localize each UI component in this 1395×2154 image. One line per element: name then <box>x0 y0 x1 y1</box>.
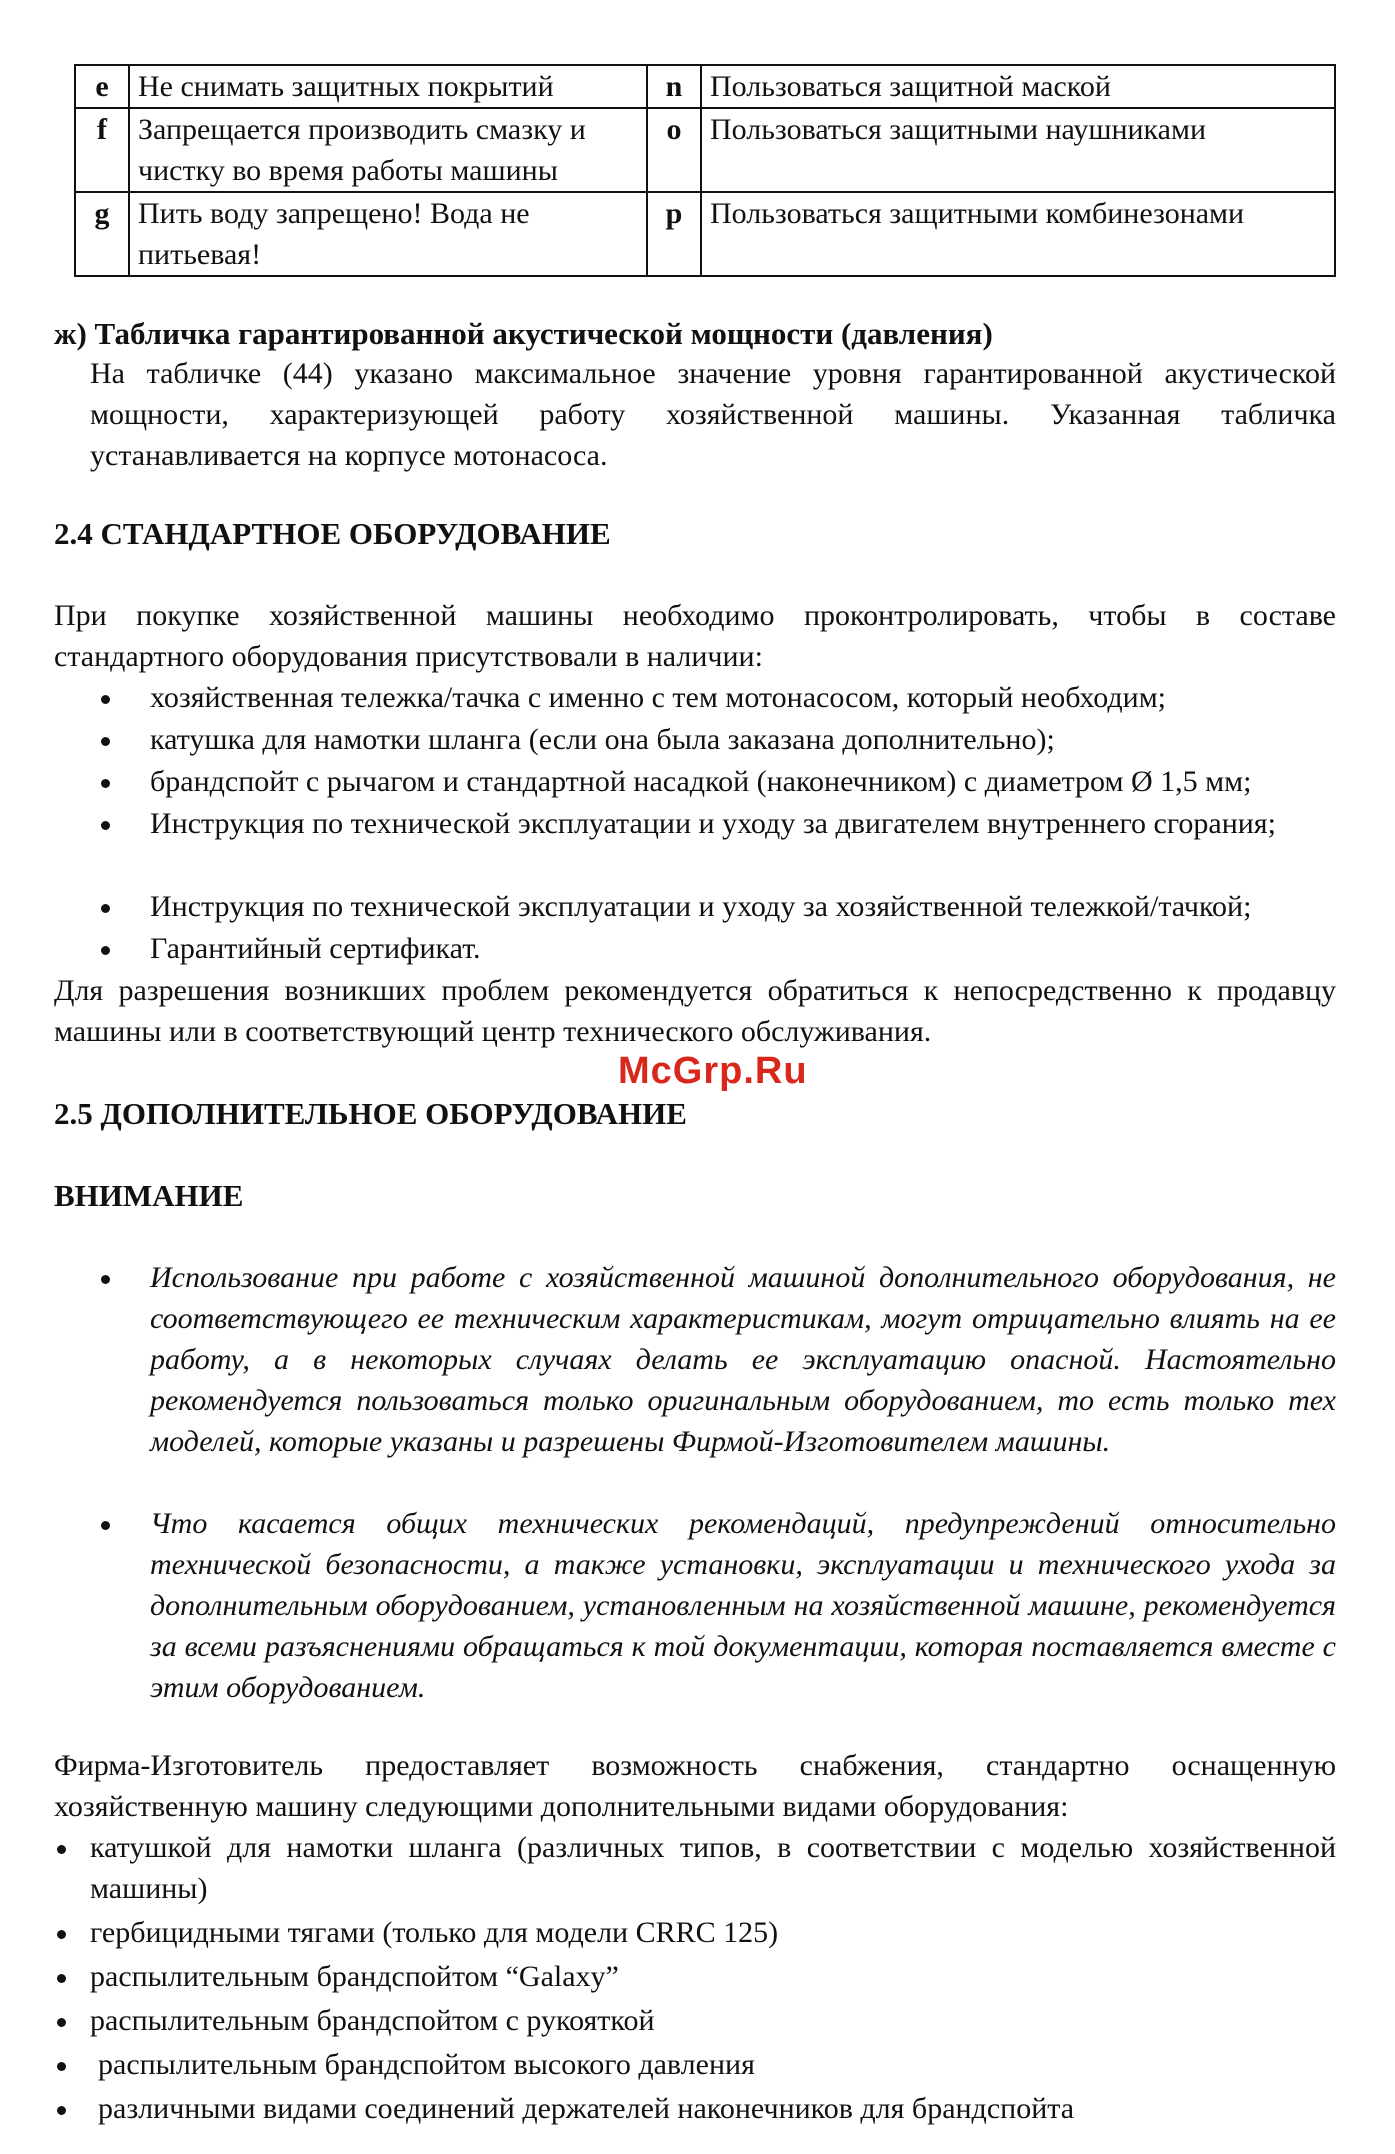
safety-signs-table <box>74 64 1336 277</box>
list-item: Инструкция по технической эксплуатации и уходу за хозяйственной тележкой/тачкой; <box>104 886 1336 927</box>
bullet-icon <box>101 821 110 830</box>
sign-description: Пить воду запрещено! Вода не питьевая! <box>129 192 647 276</box>
section-24-title: 2.4 СТАНДАРТНОЕ ОБОРУДОВАНИЕ <box>54 516 611 551</box>
bullet-icon <box>101 946 110 955</box>
list-item: Гарантийный сертификат. <box>104 928 1336 969</box>
sign-code: p <box>647 192 701 276</box>
section-24-outro: Для разрешения возникших проблем рекомендуется обратиться к непосредственно к продавцу машины или в соответствующий центр технического обслуживания. <box>54 974 1336 1048</box>
table-row <box>75 65 1335 108</box>
bullet-icon <box>57 1845 66 1854</box>
section-zh-text: На табличке (44) указано максимальное значение уровня гарантированной акустической мощности, характеризующей работу хозяйственной машины. Указанная табличка устанавливается на корпусе мотонасоса. <box>90 357 1336 472</box>
list-item: распылительным брандспойтом с рукояткой <box>54 2000 1336 2041</box>
list-item: Что касается общих технических рекомендаций, предупреждений относительно технической безопасности, а также установки, эксплуатации и технического ухода за дополнительным оборудованием, установленным на хозяйственной машине, рекомендуется за всеми разъяснениями обращаться к той документации, которая поставляется вместе с этим оборудованием. <box>104 1503 1336 1708</box>
list-item: Использование при работе с хозяйственной машиной дополнительного оборудования, не соответствующего ее техническим характеристикам, могут отрицательно влиять на ее работу, а в некоторых случаях делать ее эксплуатацию опасной. Настоятельно рекомендуется пользоваться только оригинальным оборудованием, то есть только тех моделей, которые указаны и разрешены Фирмой-Изготовителем машины. <box>104 1257 1336 1503</box>
bullet-icon <box>57 1974 66 1983</box>
additional-equipment-list <box>54 1827 1336 2129</box>
sign-code: f <box>75 108 129 192</box>
sign-code: e <box>75 65 129 108</box>
sign-description: Не снимать защитных покрытий <box>129 65 647 108</box>
list-item: различными видами соединений держателей наконечников для брандспойта <box>54 2088 1336 2129</box>
list-item: Инструкция по технической эксплуатации и уходу за двигателем внутреннего сгорания; <box>104 803 1336 885</box>
section-24-intro: При покупке хозяйственной машины необходимо проконтролировать, чтобы в составе стандартного оборудования присутствовали в наличии: <box>54 599 1336 673</box>
sign-code: o <box>647 108 701 192</box>
bullet-icon <box>101 1275 110 1284</box>
bullet-icon <box>57 2018 66 2027</box>
list-item: катушкой для намотки шланга (различных типов, в соответствии с моделью хозяйственной машины) <box>54 1827 1336 1909</box>
list-item: гербицидными тягами (только для модели CRRC 125) <box>54 1912 1336 1953</box>
bullet-icon <box>101 737 110 746</box>
watermark: McGrp.Ru <box>618 1050 808 1092</box>
bullet-icon <box>101 1521 110 1530</box>
warning-list <box>104 1257 1336 1708</box>
section-25-intro: Фирма-Изготовитель предоставляет возможность снабжения, стандартно оснащенную хозяйственную машину следующими дополнительными видами оборудования: <box>54 1749 1336 1823</box>
list-item: катушка для намотки шланга (если она была заказана дополнительно); <box>104 719 1336 760</box>
bullet-icon <box>57 2062 66 2071</box>
sign-description: Запрещается производить смазку и чистку во время работы машины <box>129 108 647 192</box>
list-item: распылительным брандспойтом высокого давления <box>54 2044 1336 2085</box>
bullet-icon <box>101 695 110 704</box>
standard-equipment-list <box>104 677 1336 969</box>
table-row <box>75 192 1335 276</box>
bullet-icon <box>57 1930 66 1939</box>
bullet-icon <box>57 2106 66 2115</box>
sign-code: n <box>647 65 701 108</box>
sign-description: Пользоваться защитными наушниками <box>701 108 1335 192</box>
list-item: хозяйственная тележка/тачка с именно с тем мотонасосом, который необходим; <box>104 677 1336 718</box>
list-item: распылительным брандспойтом “Galaxy” <box>54 1956 1336 1997</box>
section-zh-title: ж) Табличка гарантированной акустической мощности (давления) <box>54 316 993 351</box>
list-item: брандспойт с рычагом и стандартной насадкой (наконечником) с диаметром Ø 1,5 мм; <box>104 761 1336 802</box>
section-25-title: 2.5 ДОПОЛНИТЕЛЬНОЕ ОБОРУДОВАНИЕ <box>54 1096 687 1131</box>
bullet-icon <box>101 779 110 788</box>
sign-description: Пользоваться защитной маской <box>701 65 1335 108</box>
table-row <box>75 108 1335 192</box>
bullet-icon <box>101 904 110 913</box>
warning-title: ВНИМАНИЕ <box>54 1178 244 1213</box>
sign-code: g <box>75 192 129 276</box>
sign-description: Пользоваться защитными комбинезонами <box>701 192 1335 276</box>
